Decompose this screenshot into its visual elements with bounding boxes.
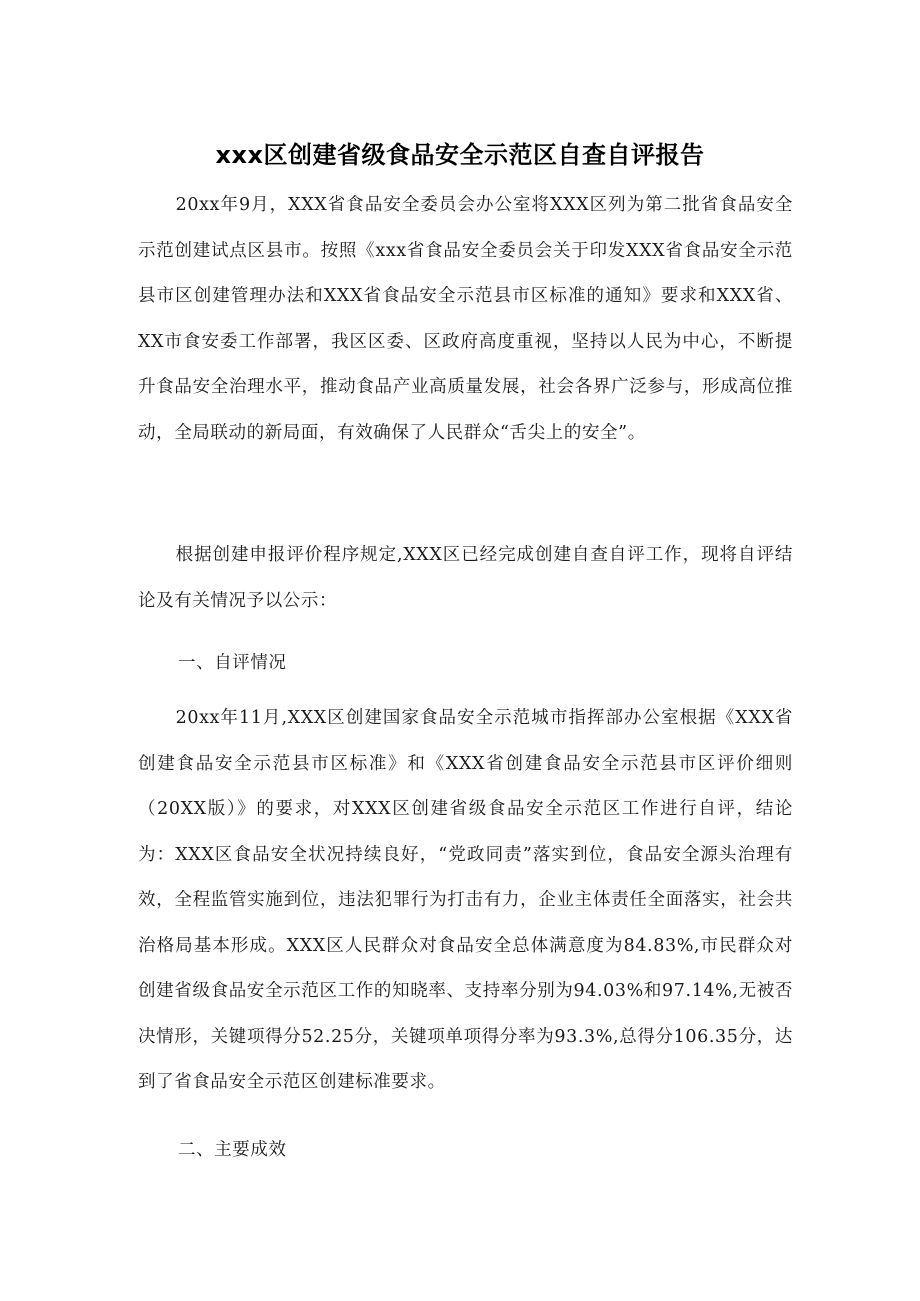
document-title: xxx区创建省级食品安全示范区自查自评报告 (215, 141, 705, 169)
section-heading-self-evaluation: 一、自评情况 (178, 653, 287, 673)
section-heading-main-results: 二、主要成效 (178, 1140, 287, 1160)
paragraph-background: 20xx年9月，XXX省食品安全委员会办公室将XXX区列为第二批省食品安全示范创建试点区县市。按照《xxx省食品安全委员会关于印发XXX省食品安全示范县市区创建管理办法和XXX省食品安全示范县市区标准的通知》要求和XXX省、XX市食安委工作部署，我区区委、区政府高度重视，坚持以人民为中心，不断提升食品安全治理水平，推动食品产业高质量发展，社会各界广泛参与，形成高位推动，全局联动的新局面，有效确保了人民群众“舌尖上的安全”。 (138, 195, 793, 443)
paragraph-self-evaluation: 20xx年11月,XXX区创建国家食品安全示范城市指挥部办公室根据《XXX省创建食品安全示范县市区标准》和《XXX省创建食品安全示范县市区评价细则（20XX版）》的要求，对XXX区创建省级食品安全示范区工作进行自评，结论为：XXX区食品安全状况持续良好，“党政同责”落实到位，食品安全源头治理有效，全程监管实施到位，违法犯罪行为打击有力，企业主体责任全面落实，社会共治格局基本形成。XXX区人民群众对食品安全总体满意度为84.83%,市民群众对创建省级食品安全示范区工作的知晓率、支持率分别为94.03%和97.14%,无被否决情形，关键项得分52.25分，关键项单项得分率为93.3%,总得分106.35分，达到了省食品安全示范区创建标准要求。 (138, 708, 793, 1092)
paragraph-announcement: 根据创建申报评价程序规定,XXX区已经完成创建自查自评工作，现将自评结论及有关情况予以公示： (138, 545, 793, 611)
